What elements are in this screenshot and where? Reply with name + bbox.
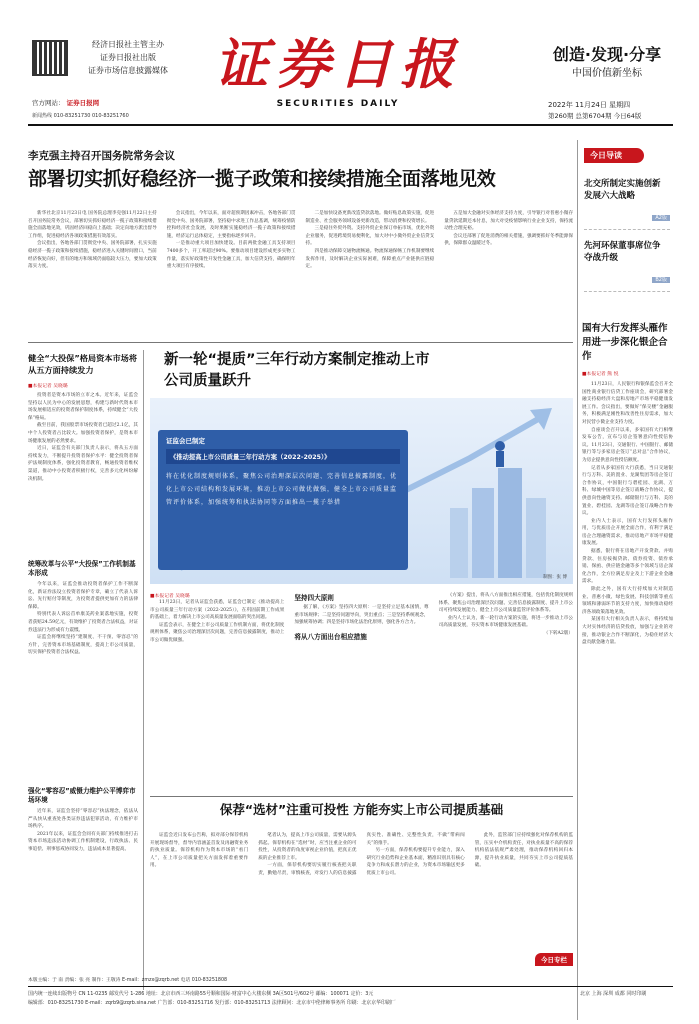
slogan-sub: 中国价值新坐标	[572, 68, 642, 79]
building-shape	[498, 468, 522, 578]
lead-paragraph: 一是推动重大项目加快建设。目前两批金融工具支持项目7400多个，开工率超过90%。要推动项目建设形成更多实物工作量，落实好政策性开发性金融工具，加大信贷支持，确保明年重大项目有序接续。	[166, 241, 296, 270]
infographic	[150, 398, 573, 584]
left-paragraph: 近日，证监会有关部门负责人表示，将从五方面持续发力，不断提升投资者保护水平：健全投资者保护法规制度体系，强化投资者教育，畅通投资者维权渠道，推动中小投资者积极行权，完善多元化纠纷解决机制。	[28, 446, 138, 482]
left-column	[28, 352, 138, 992]
slogan: 创造·发现·分享	[552, 45, 662, 64]
left-body-3	[28, 808, 138, 958]
continued-note: （下转A2版）	[543, 630, 573, 636]
center-text	[150, 599, 284, 645]
sidebar-index-item[interactable]	[584, 236, 670, 292]
building-shape	[450, 508, 468, 578]
lead-body	[28, 210, 573, 338]
figure-head	[495, 441, 505, 451]
sidebar-item-list	[584, 174, 670, 292]
bottom-paragraph: 笔者认为，提高上市公司质量，需要从源头抓起。保荐机构在“选材”时，应当注重企业的可投性，从投资者的角度审视企业价值，把真正优质的企业推荐上市。	[258, 833, 357, 861]
lead-paragraph: 会议指出，今年以来，面对超预期因素冲击，各地各部门贯彻党中央、国务院部署，坚持稳中求进工作总基调，统筹疫情防控和经济社会发展，及时果断实施稳经济一揽子政策和接续措施，经济运行总体稳定，主要指标逐步回升。	[166, 211, 296, 239]
feature-paragraph: 自座谈会召开以来，多家国有大行相继发布公告，宣布与房企签署意向性授信协议。11月23日，交通银行、中国银行、邮储银行等与多家房企签订“总对总”合作协议，为房企提供意向性授信额度。	[582, 427, 673, 463]
supervisor-line-1: 经济日报社主管主办	[92, 40, 164, 49]
footer-info	[28, 990, 568, 1008]
box-subtitle: 《推动提高上市公司质量三年行动方案（2022-2025）》	[166, 449, 400, 464]
sidebar-divider	[577, 140, 578, 1020]
masthead-logo-en: SECURITIES DAILY	[276, 99, 400, 109]
lead-paragraph: 会议还部署了促进消费的相关措施，强调要抓好冬季能源保供，保障群众温暖过冬。	[444, 233, 573, 247]
lead-paragraph: 四是推动保障交通物流畅通。物流保通保畅工作机制要继续发挥作用，及时解决企业实际困难，保障重点产业链供应链稳定。	[305, 248, 435, 270]
lead-paragraph: 二是加快设备更新改造贷款落地。做好贴息政策实施，促进制造业、社会服务领域设备更新改造，带动消费和投资增长。	[305, 211, 435, 224]
index-item-page: B2版	[652, 277, 670, 283]
column-corner-tag	[535, 953, 573, 966]
qr-code	[32, 40, 68, 76]
left-byline: ■本报记者 吴晓璐	[28, 384, 68, 389]
index-item-page: A2版	[652, 215, 670, 221]
lead-paragraph: 新华社北京11月23日电 国务院总理李克强11月22日主持召开国务院常务会议，部署切实抓好稳经济一揽子政策和接续措施全面落地见效，巩固经济回稳向上基础；决定向地方派出督导工作组，促进稳经济各项政策措施有效落实。	[28, 211, 157, 239]
feature-body	[582, 381, 673, 861]
bottom-paragraph: 证监会近日发布公告称，拟对部分保荐机构开展现场督导，督导内容涵盖首发及再融资业务的执业质量。保荐机构作为资本市场的“看门人”，在上市公司质量把关方面发挥着重要作用。	[150, 833, 249, 869]
center-headline: 新一轮“提质”三年行动方案制定推动上市公司质量跃升	[164, 352, 430, 389]
issue-number: 第260期 总第6704期 今日64版	[548, 112, 642, 120]
site-logo[interactable]: 证券日报网	[66, 99, 100, 107]
bottom-paragraph: 此外，监管部门应持续强化对保荐机构的监管，压实中介机构责任，对执业质量不高的保荐机构依法依规严肃处理，推动保荐机构回归本源，提升执业质量，共同夯实上市公司提质基础。	[474, 833, 573, 869]
bottom-paragraph: 一方面，保荐机构要切实履行核查把关职责，勤勉尽责，审慎核查，对发行人的信息披露真实性、准确性、完整性负责，不做“带病闯关”的推手。	[258, 833, 465, 876]
feature-headline: 国有大行发挥头雁作用进一步深化银企合作	[582, 323, 668, 362]
building-shape	[526, 498, 546, 578]
lead-headline: 部署切实抓好稳经济一揽子政策和接续措施全面落地见效	[28, 168, 496, 190]
box-body: 将在优化制度规则体系，聚焦公司治理深层次问题、完善信息披露制度，优化上市公司结构和发展环境，推动上市公司做优做强，健全上市公司质量监管评价体系，加强统筹和执法协同等方面推出一揽子举措	[166, 473, 398, 506]
sidebar-index	[580, 128, 673, 308]
bottom-headline: 保荐“选材”注重可投性 方能夯实上市公司提质基础	[219, 802, 504, 817]
bottom-body	[150, 832, 573, 957]
left-subhead-1: 统筹改革与公平“大投保”工作机制基本形成	[28, 560, 136, 577]
center-paragraph: 《方案》提出，将从八方面推出相应措施，包括优化制度规则体系、聚焦公司治理深层次问题、完善信息披露制度、提升上市公司可持续发展能力、健全上市公司质量监管评价体系等。	[438, 593, 573, 614]
today-guide-tag	[584, 148, 644, 163]
center-paragraph: 证监会表示，在健全上市公司质量工作机制方面，将优化制度规则体系，聚焦公司治理深层次问题，完善信息披露制度，推动上市公司做优做强。	[150, 622, 285, 643]
lead-paragraph: 五是加大金融对实体经济支持力度，引导银行对普惠小微存量贷款延期还本付息，加大对受疫情影响行业企业支持，保持流动性合理充裕。	[444, 211, 573, 232]
footer-line-2: 编辑部：010-83251730 E-mail：zqrb9@zqrb.sina.net 广告部：010-83251716 发行部：010-83251713 法律顾问：北京市中伦律师事务所 印刷：北京京华印刷厂	[28, 1000, 396, 1006]
left-paragraph: 特别代表人诉讼首单康美药业案落地实施，投资者获赔24.59亿元，有效维护了投资者合法权益，对证券违法行为形成有力震慑。	[28, 612, 138, 633]
masthead	[28, 32, 673, 120]
lead-kicker: 李克强主持召开国务院常务会议	[28, 150, 175, 162]
masthead-supervisor	[78, 38, 178, 77]
left-body	[28, 392, 138, 554]
footer-rule	[28, 986, 673, 987]
center-subhead-1: 坚持四大原则	[294, 594, 334, 602]
print-cities: 北京 上海 深圳 成都	[580, 991, 625, 997]
center-paragraph: 业内人士认为，新一轮行动方案的实施，将进一步推动上市公司高质量发展，夯实资本市场健康发展基础。	[438, 615, 573, 629]
center-byline: ■本报记者 吴晓璐	[150, 594, 190, 599]
news-hotline: 新闻热线 010-83251730 010-83251760	[32, 113, 129, 119]
lead-paragraph: 会议指出，各地各部门贯彻党中央、国务院部署，扎实实施稳经济一揽子政策和接续措施，稳经济进入关键时间窗口，当前经济恢复向好，但有的地方和领域仍面临较大压力，要加大政策落实力度。	[28, 241, 157, 270]
masthead-rule	[28, 124, 673, 126]
official-site	[32, 98, 99, 107]
lead-rule	[28, 342, 573, 343]
center-body	[150, 592, 573, 788]
center-paragraph: 据了解，《方案》坚持四大原则：一是坚持立足基本国情，尊重市场规律；二是坚持问题导向，突出重点；三是坚持系统观念，加强统筹协调；四是坚持市场化法治化原则，强化各方合力。	[294, 605, 429, 626]
issue-date: 2022年 11月24日 星期四	[548, 101, 631, 109]
footer-line-1: 国内统一连续出版物号 CN 11-0235 邮发代号 1-286 地址：北京市西三环南路55号顺和国际·财富中心大楼东侧 3A区501号/602号 邮编：100071 定价：3元	[28, 991, 374, 997]
center-paragraph: 11月23日，记者从证监会获悉，证监会已制定《推动提高上市公司质量三年行动方案（2022-2025）》，在巩固前期工作成果的基础上，着力解决上市公司高质量发展面临的突出问题。	[150, 600, 285, 621]
box-title: 证监会已制定	[166, 437, 205, 445]
figure-body	[496, 451, 504, 467]
center-text-2	[294, 604, 428, 627]
left-paragraph: 今年以来，证监会推动投资者保护工作不断深化，新证券法设立投资者保护专章，确立了代表人诉讼、先行赔付等制度，为投资者提供更加有力的法律保障。	[28, 582, 138, 610]
left-paragraph: 截至目前，我国股票市场投资者已超过2.1亿，其中个人投资者占比较大。加强投资者保护，是资本市场健康发展的必然要求。	[28, 423, 138, 444]
photo-credit: 制图：张 博	[543, 575, 567, 580]
sidebar-index-item[interactable]	[584, 174, 670, 230]
sidebar-feature	[582, 322, 673, 862]
editor-credit: 本版主编：于 南 责编：张 亮 制作：王敬涛 E-mail：zmzx@zqrb.net 电话 010-83251808	[28, 978, 228, 983]
center-subhead-2: 将从八方面出台相应措施	[294, 632, 367, 641]
lead-paragraph: 三是稳住外贸外资。支持外贸企业保订单拓市场，优化外资企业服务，促进跨境贸易便利化，加大对中小微外贸企业信贷支持。	[305, 226, 435, 247]
left-subhead-2: 强化“零容忍”威慑力维护公平博弈市场环境	[28, 787, 136, 804]
left-paragraph: 证监会将继续坚持“建制度、不干预、零容忍”的方针，完善资本市场基础制度，提高上市公司质量，切实保护投资者合法权益。	[28, 635, 138, 656]
supervisor-line-2: 证券日报社出版	[100, 53, 156, 62]
feature-paragraph: 除此之外，国有大行持续加大对制造业、普惠小微、绿色发展、科技创新等重点领域和薄弱环节的支持力度，加快推动稳经济各项政策落地见效。	[582, 587, 673, 615]
building-shape	[472, 488, 494, 578]
bottom-commentary	[150, 800, 573, 966]
feature-paragraph: 业内人士表示，国有大行发挥头雁作用，与优质房企开展全面合作，有利于满足房企合理融资需求，推动房地产市场平稳健康发展。	[582, 518, 673, 547]
feature-paragraph: 某国有大行相关负责人表示，将持续加大对实体经济的信贷投放，加强与企业的对接，推动银企合作不断深化，为稳住经济大盘贡献金融力量。	[582, 617, 673, 646]
left-headline: 健全“大投保”格局资本市场将从五方面持续发力	[28, 353, 138, 375]
feature-byline: ■本报记者 熊 悦	[582, 372, 619, 377]
today-guide-label: 今日导读	[590, 151, 622, 160]
official-site-label: 官方网站：	[32, 99, 65, 107]
infographic-box	[158, 430, 408, 570]
bottom-rule	[150, 796, 573, 797]
masthead-logo: 证券日报	[214, 32, 462, 96]
index-item-title: 先河环保董事席位争夺战升级	[584, 241, 661, 263]
left-paragraph: 2021年以来，证监会会同有关部门持续推进打击资本市场违法活动协调工作机制建设，行政执法、民事追偿、刑事惩戒协同发力，违法成本显著提高。	[28, 831, 138, 852]
feature-paragraph: 记者从多家国有大行获悉，当日交通银行与万科、美的置业、龙湖集团等房企签订合作协议，中国银行与碧桂园、龙湖、万科、绿城中国等房企签订战略合作协议，提供意向性融资支持。邮储银行与万科、美的置业、碧桂园、龙湖等房企签订战略合作协议。	[582, 465, 673, 517]
feature-paragraph: 11月23日，人民银行和银保监会召开全国性商业银行信贷工作座谈会，研究部署金融支持稳经济大盘和房地产市场平稳健康发展工作。会议指出，要做好“保交楼”金融服务，积极满足刚性和改善性住房需求，加大对民营小微企业支持力度。	[582, 382, 673, 425]
center-text-3	[439, 592, 573, 630]
feature-paragraph: 据悉，银行将在房地产开发贷款、并购贷款、住房按揭贷款、债券投资、债券承销、保函、供应链金融等多个领域与房企深化合作，全方位满足房企及上下游企业金融需求。	[582, 549, 673, 585]
bottom-paragraph: 另一方面，保荐机构要提升专业能力，深入研究行业趋势和企业基本面，精准识别具有核心竞争力和成长潜力的企业，为资本市场输送更多优质上市公司。	[366, 848, 465, 876]
footer-print-note	[580, 990, 673, 999]
left-divider	[143, 350, 144, 990]
left-body-2	[28, 581, 138, 781]
center-feature	[150, 350, 573, 790]
supervisor-line-3: 证券市场信息披露媒体	[88, 66, 168, 75]
print-note: 同时印刷	[626, 991, 647, 997]
left-paragraph: 投资者是资本市场的立市之本。近年来，证监会坚持以人民为中心的发展思想，构建与新时代资本市场发展相适应的投资者保护制度体系，持续健全“大投保”格局。	[28, 393, 138, 421]
left-paragraph: 近年来，证监会坚持“零容忍”执法理念，依法从严从快从重查处各类证券违法犯罪活动，有力维护市场秩序。	[28, 809, 138, 830]
index-item-title: 北交所制定实施创新发展六大战略	[584, 179, 661, 201]
column-corner-label: 今日专栏	[541, 956, 567, 964]
